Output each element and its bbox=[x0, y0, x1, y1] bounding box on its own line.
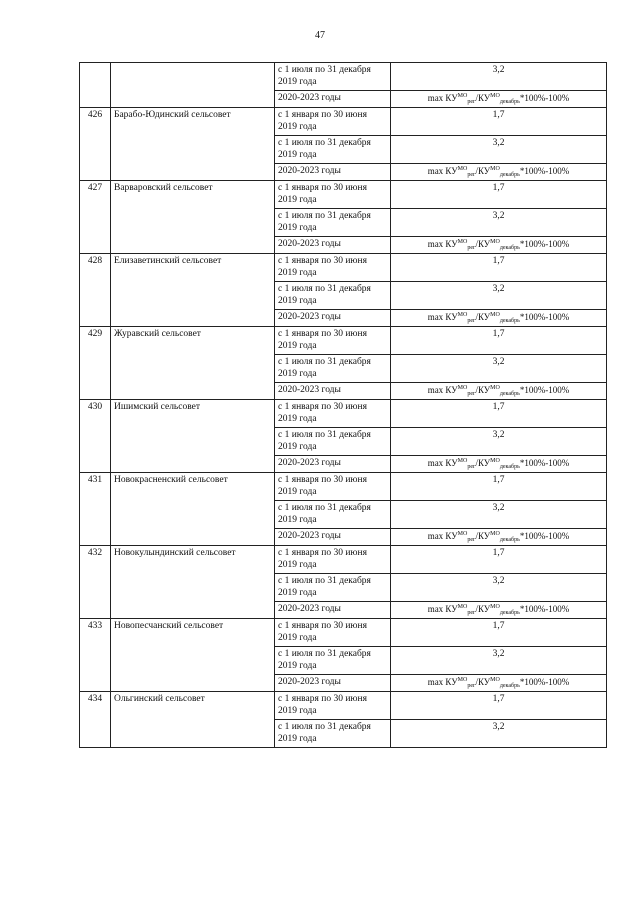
formula-sub-2: декабрь bbox=[499, 610, 520, 616]
formula-sub-1: рег bbox=[467, 683, 476, 689]
row-number bbox=[80, 63, 111, 108]
page-number: 47 bbox=[315, 30, 325, 41]
formula-prefix: max КУ bbox=[427, 458, 458, 468]
formula-slash: /КУ bbox=[475, 385, 491, 395]
table-row bbox=[80, 546, 607, 574]
period-cell: с 1 июля по 31 декабря 2019 года bbox=[275, 355, 391, 383]
formula-slash: /КУ bbox=[475, 166, 491, 176]
formula-suffix: *100%-100% bbox=[519, 385, 570, 395]
formula-sup-2: МО bbox=[490, 166, 500, 172]
settlement-name: Варваровский сельсовет bbox=[111, 181, 275, 254]
tariff-table bbox=[79, 62, 607, 748]
formula-prefix: max КУ bbox=[427, 531, 458, 541]
settlement-name: Новокулындинский сельсовет bbox=[111, 546, 275, 619]
formula-sup-1: МО bbox=[457, 385, 468, 391]
formula-suffix: *100%-100% bbox=[519, 677, 570, 687]
value-cell: 3,2 bbox=[391, 501, 607, 529]
formula-sup-1: МО bbox=[457, 239, 468, 245]
formula-sub-2: декабрь bbox=[499, 245, 520, 251]
period-cell: 2020-2023 годы bbox=[275, 310, 391, 327]
value-cell: 3,2 bbox=[391, 428, 607, 456]
row-number: 427 bbox=[80, 181, 111, 254]
formula-suffix: *100%-100% bbox=[519, 312, 570, 322]
period-cell: 2020-2023 годы bbox=[275, 237, 391, 254]
formula-suffix: *100%-100% bbox=[519, 458, 570, 468]
table-row bbox=[80, 108, 607, 136]
formula-prefix: max КУ bbox=[427, 604, 458, 614]
value-cell: 3,2 bbox=[391, 63, 607, 91]
value-cell: 1,7 bbox=[391, 692, 607, 720]
period-cell: с 1 января по 30 июня 2019 года bbox=[275, 181, 391, 209]
table-row bbox=[80, 181, 607, 209]
formula-cell bbox=[391, 602, 607, 619]
row-number: 429 bbox=[80, 327, 111, 400]
period-cell: с 1 июля по 31 декабря 2019 года bbox=[275, 209, 391, 237]
period-cell: с 1 июля по 31 декабря 2019 года bbox=[275, 501, 391, 529]
formula-suffix: *100%-100% bbox=[519, 531, 570, 541]
formula-cell bbox=[391, 383, 607, 400]
period-cell: 2020-2023 годы bbox=[275, 164, 391, 181]
formula-sub-1: рег bbox=[467, 391, 476, 397]
formula-sup-2: МО bbox=[490, 458, 500, 464]
formula-sup-1: МО bbox=[457, 166, 468, 172]
formula-cell bbox=[391, 529, 607, 546]
settlement-name bbox=[111, 63, 275, 108]
formula-cell bbox=[391, 675, 607, 692]
formula-cell bbox=[391, 310, 607, 327]
period-cell: с 1 июля по 31 декабря 2019 года bbox=[275, 647, 391, 675]
period-cell: с 1 января по 30 июня 2019 года bbox=[275, 108, 391, 136]
formula-cell bbox=[391, 164, 607, 181]
value-cell: 3,2 bbox=[391, 720, 607, 748]
formula-sub-2: декабрь bbox=[499, 172, 520, 178]
formula-sup-1: МО bbox=[457, 93, 468, 99]
tariff-table-body bbox=[80, 63, 607, 748]
period-cell: с 1 января по 30 июня 2019 года bbox=[275, 473, 391, 501]
value-cell: 1,7 bbox=[391, 400, 607, 428]
formula-suffix: *100%-100% bbox=[519, 93, 570, 103]
formula-sup-2: МО bbox=[490, 677, 500, 683]
value-cell: 1,7 bbox=[391, 108, 607, 136]
settlement-name: Ольгинский сельсовет bbox=[111, 692, 275, 748]
row-number: 430 bbox=[80, 400, 111, 473]
row-number: 428 bbox=[80, 254, 111, 327]
row-number: 434 bbox=[80, 692, 111, 748]
period-cell: 2020-2023 годы bbox=[275, 675, 391, 692]
formula-sub-2: декабрь bbox=[499, 464, 520, 470]
formula-cell bbox=[391, 91, 607, 108]
settlement-name: Барабо-Юдинский сельсовет bbox=[111, 108, 275, 181]
formula-slash: /КУ bbox=[475, 239, 491, 249]
period-cell: 2020-2023 годы bbox=[275, 91, 391, 108]
settlement-name: Журавский сельсовет bbox=[111, 327, 275, 400]
formula-sup-1: МО bbox=[457, 677, 468, 683]
formula-slash: /КУ bbox=[475, 604, 491, 614]
period-cell: с 1 января по 30 июня 2019 года bbox=[275, 254, 391, 282]
value-cell: 3,2 bbox=[391, 136, 607, 164]
value-cell: 1,7 bbox=[391, 254, 607, 282]
value-cell: 1,7 bbox=[391, 473, 607, 501]
formula-slash: /КУ bbox=[475, 93, 491, 103]
row-number: 433 bbox=[80, 619, 111, 692]
formula-sub-1: рег bbox=[467, 464, 476, 470]
table-row bbox=[80, 63, 607, 91]
formula-sub-1: рег bbox=[467, 537, 476, 543]
formula-slash: /КУ bbox=[475, 677, 491, 687]
value-cell: 3,2 bbox=[391, 355, 607, 383]
settlement-name: Ишимский сельсовет bbox=[111, 400, 275, 473]
formula-sup-2: МО bbox=[490, 604, 500, 610]
formula-slash: /КУ bbox=[475, 458, 491, 468]
value-cell: 3,2 bbox=[391, 209, 607, 237]
period-cell: с 1 января по 30 июня 2019 года bbox=[275, 327, 391, 355]
formula-prefix: max КУ bbox=[427, 385, 458, 395]
period-cell: с 1 июля по 31 декабря 2019 года bbox=[275, 574, 391, 602]
formula-prefix: max КУ bbox=[427, 312, 458, 322]
formula-sub-1: рег bbox=[467, 172, 476, 178]
formula-cell bbox=[391, 237, 607, 254]
formula-prefix: max КУ bbox=[427, 677, 458, 687]
value-cell: 1,7 bbox=[391, 546, 607, 574]
period-cell: с 1 января по 30 июня 2019 года bbox=[275, 400, 391, 428]
formula-sub-2: декабрь bbox=[499, 318, 520, 324]
formula-sub-2: декабрь bbox=[499, 537, 520, 543]
value-cell: 3,2 bbox=[391, 647, 607, 675]
period-cell: с 1 июля по 31 декабря 2019 года bbox=[275, 282, 391, 310]
period-cell: с 1 июля по 31 декабря 2019 года bbox=[275, 63, 391, 91]
formula-sub-2: декабрь bbox=[499, 391, 520, 397]
period-cell: с 1 июля по 31 декабря 2019 года bbox=[275, 720, 391, 748]
table-row bbox=[80, 619, 607, 647]
period-cell: с 1 января по 30 июня 2019 года bbox=[275, 692, 391, 720]
formula-sup-1: МО bbox=[457, 604, 468, 610]
formula-sub-1: рег bbox=[467, 99, 476, 105]
formula-cell bbox=[391, 456, 607, 473]
formula-prefix: max КУ bbox=[427, 166, 458, 176]
formula-sup-2: МО bbox=[490, 312, 500, 318]
formula-sup-2: МО bbox=[490, 239, 500, 245]
formula-sup-2: МО bbox=[490, 531, 500, 537]
value-cell: 3,2 bbox=[391, 282, 607, 310]
value-cell: 1,7 bbox=[391, 181, 607, 209]
formula-sup-1: МО bbox=[457, 458, 468, 464]
formula-sub-2: декабрь bbox=[499, 99, 520, 105]
formula-sub-1: рег bbox=[467, 610, 476, 616]
formula-suffix: *100%-100% bbox=[519, 604, 570, 614]
formula-sup-2: МО bbox=[490, 385, 500, 391]
period-cell: с 1 января по 30 июня 2019 года bbox=[275, 546, 391, 574]
settlement-name: Новопесчанский сельсовет bbox=[111, 619, 275, 692]
table-row bbox=[80, 400, 607, 428]
formula-sup-1: МО bbox=[457, 531, 468, 537]
value-cell: 1,7 bbox=[391, 619, 607, 647]
formula-suffix: *100%-100% bbox=[519, 166, 570, 176]
row-number: 432 bbox=[80, 546, 111, 619]
value-cell: 3,2 bbox=[391, 574, 607, 602]
formula-sub-2: декабрь bbox=[499, 683, 520, 689]
period-cell: 2020-2023 годы bbox=[275, 529, 391, 546]
period-cell: с 1 июля по 31 декабря 2019 года bbox=[275, 428, 391, 456]
settlement-name: Елизаветинский сельсовет bbox=[111, 254, 275, 327]
formula-sub-1: рег bbox=[467, 245, 476, 251]
period-cell: 2020-2023 годы bbox=[275, 383, 391, 400]
formula-suffix: *100%-100% bbox=[519, 239, 570, 249]
formula-sub-1: рег bbox=[467, 318, 476, 324]
table-row bbox=[80, 692, 607, 720]
formula-sup-2: МО bbox=[490, 93, 500, 99]
period-cell: с 1 июля по 31 декабря 2019 года bbox=[275, 136, 391, 164]
table-row bbox=[80, 473, 607, 501]
formula-prefix: max КУ bbox=[427, 239, 458, 249]
value-cell: 1,7 bbox=[391, 327, 607, 355]
period-cell: 2020-2023 годы bbox=[275, 602, 391, 619]
table-row bbox=[80, 254, 607, 282]
formula-sup-1: МО bbox=[457, 312, 468, 318]
formula-slash: /КУ bbox=[475, 312, 491, 322]
row-number: 431 bbox=[80, 473, 111, 546]
formula-prefix: max КУ bbox=[427, 93, 458, 103]
table-row bbox=[80, 327, 607, 355]
settlement-name: Новокрасненский сельсовет bbox=[111, 473, 275, 546]
period-cell: 2020-2023 годы bbox=[275, 456, 391, 473]
formula-slash: /КУ bbox=[475, 531, 491, 541]
period-cell: с 1 января по 30 июня 2019 года bbox=[275, 619, 391, 647]
row-number: 426 bbox=[80, 108, 111, 181]
